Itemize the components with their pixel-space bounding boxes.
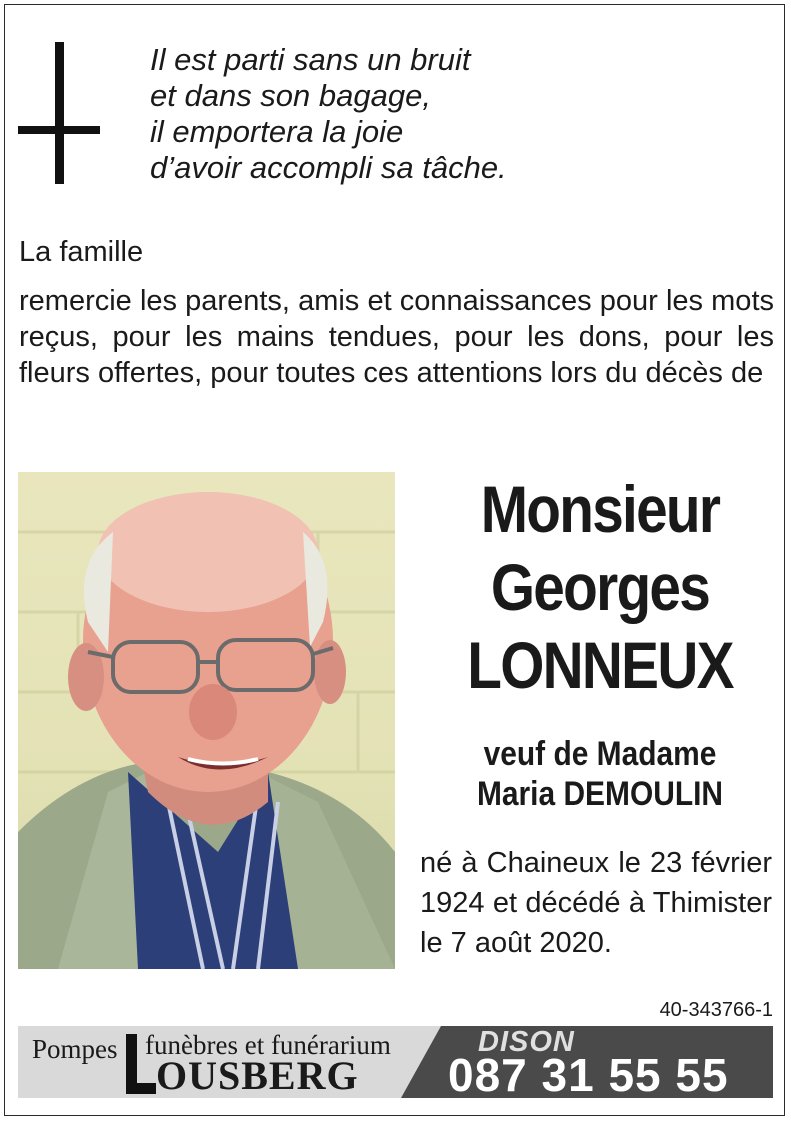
widow-line: Maria DEMOULIN [476, 775, 724, 813]
birth-death-dates: né à Chaineux le 23 février 1924 et décédé à Thimister le 7 août 2020. [420, 847, 772, 959]
cross-icon [18, 42, 100, 184]
family-label: La famille [19, 236, 144, 268]
poem-line: Il est parti sans un bruit [150, 42, 471, 77]
portrait-illustration [18, 472, 395, 969]
deceased-first-name: Georges [490, 550, 710, 624]
widow-line: veuf de Madame [483, 735, 717, 773]
reference-number: 40-343766-1 [659, 999, 773, 1021]
deceased-title: Monsieur [480, 472, 720, 546]
poem [150, 42, 507, 186]
poem-line: il emportera la joie [150, 114, 404, 149]
deceased-name-block [420, 470, 780, 814]
banner-phone: 087 31 55 55 [448, 1049, 729, 1098]
banner-lousberg: OUSBERG [156, 1053, 359, 1098]
widow-of [442, 734, 759, 814]
banner-funebres: funèbres et funérarium [145, 1030, 391, 1060]
funeral-home-banner [18, 1026, 773, 1098]
banner-pompes: Pompes [32, 1034, 118, 1064]
poem-line: d’avoir accompli sa tâche. [150, 150, 507, 185]
poem-line: et dans son bagage, [150, 78, 431, 113]
deceased-last-name: LONNEUX [467, 628, 733, 702]
banner-city: DISON [478, 1026, 575, 1058]
portrait-photo [18, 472, 395, 969]
thanks-text: remercie les parents, amis et connaissances pour les mots reçus, pour les mains tendues, pour les dons, pour les fleurs offertes, pour toutes ces attentions lors du décès de [19, 285, 774, 389]
